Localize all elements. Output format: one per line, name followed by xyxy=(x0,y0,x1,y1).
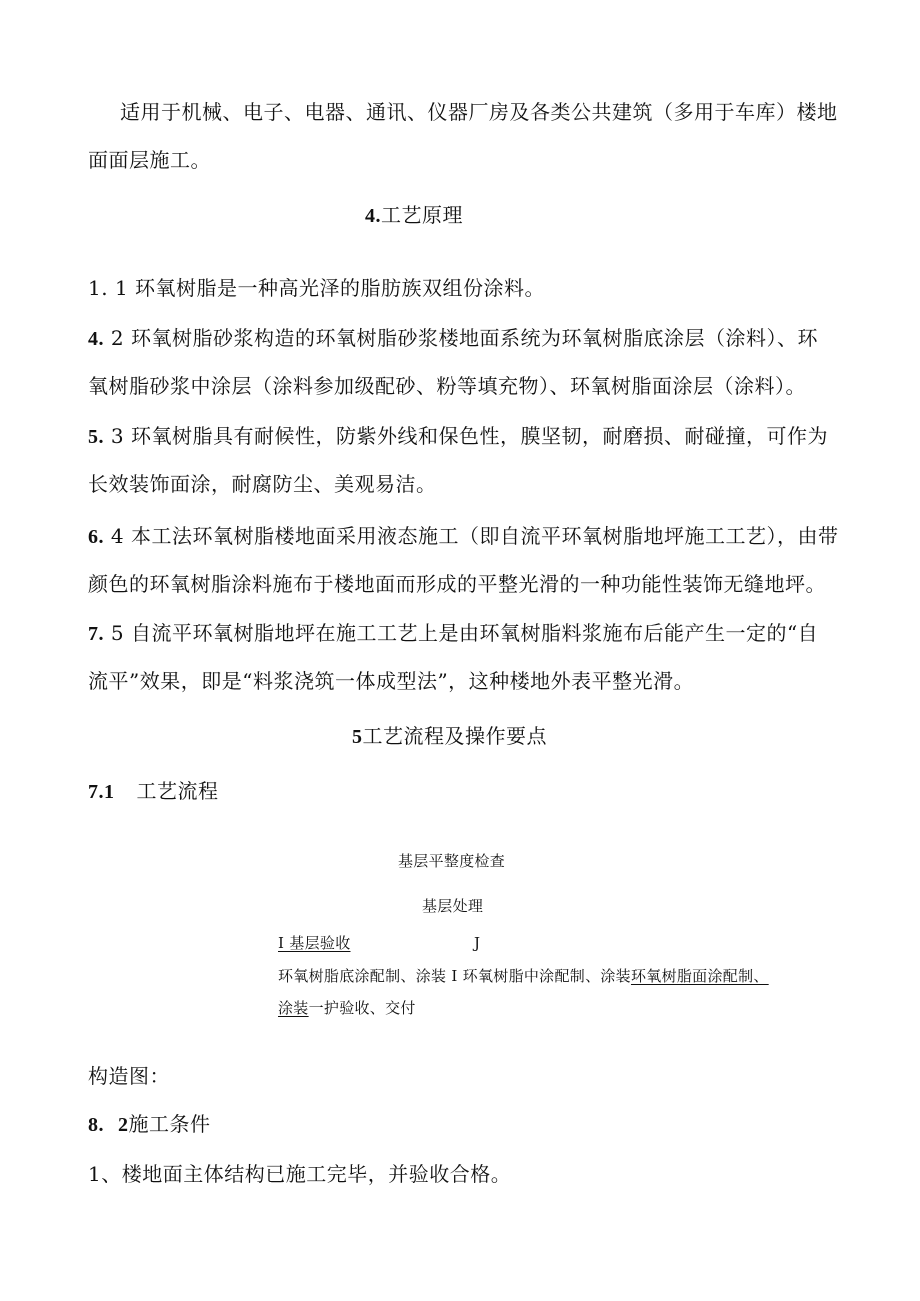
item-7-5-cont: 流平”效果，即是“料浆浇筑一体成型法”，这种楼地外表平整光滑。 xyxy=(88,669,695,693)
item-text: 2 环氧树脂砂浆构造的环氧树脂砂浆楼地面系统为环氧树脂底涂层（涂料）、环 xyxy=(104,326,818,350)
intro-line-2: 面面层施工。 xyxy=(88,148,211,172)
intro-line-1: 适用于机械、电子、电器、通讯、仪器厂房及各类公共建筑（多用于车库）楼地 xyxy=(120,100,838,124)
item-text: 3 环氧树脂具有耐候性，防紫外线和保色性，膜坚韧，耐磨损、耐碰撞，可作为 xyxy=(104,424,828,448)
flow-step-1: 基层平整度检查 xyxy=(398,852,506,870)
section-5-title: 工艺流程及操作要点 xyxy=(362,724,547,748)
item-number: 5. xyxy=(88,426,104,448)
section-4-number: 4. xyxy=(365,205,381,227)
item-text: 5 自流平环氧树脂地坪在施工工艺上是由环氧树脂料浆施布后能产生一定的“自 xyxy=(104,621,819,645)
item-6-4 xyxy=(88,524,838,549)
subsection-number: 8. xyxy=(88,1114,104,1136)
subsection-title: 施工条件 xyxy=(128,1112,211,1136)
item-number: 4. xyxy=(88,328,104,350)
subsection-7-1-heading xyxy=(88,779,219,804)
subsection-number-b: 2 xyxy=(118,1114,129,1136)
subsection-8-2-heading xyxy=(88,1112,211,1137)
item-4-2 xyxy=(88,326,818,351)
flow-arrow: J xyxy=(474,934,481,952)
section-5-number: 5 xyxy=(352,726,363,748)
subsection-number: 7.1 xyxy=(88,781,115,803)
item-text: 4 本工法环氧树脂楼地面采用液态施工（即自流平环氧树脂地坪施工工艺），由带 xyxy=(104,524,839,548)
section-4-heading xyxy=(365,203,463,228)
item-5-3-cont: 长效装饰面涂，耐腐防尘、美观易洁。 xyxy=(88,472,437,496)
condition-1: 1、楼地面主体结构已施工完毕，并验收合格。 xyxy=(88,1162,512,1186)
item-6-4-cont: 颜色的环氧树脂涂料施布于楼地面而形成的平整光滑的一种功能性装饰无缝地坪。 xyxy=(88,572,826,596)
item-text: 1 环氧树脂是一种高光泽的脂肪族双组份涂料。 xyxy=(108,276,546,300)
item-7-5 xyxy=(88,621,818,646)
flow-step-5a: 涂装 xyxy=(278,999,309,1017)
item-4-2-cont: 氧树脂砂浆中涂层（涂料参加级配砂、粉等填充物）、环氧树脂面涂层（涂料）。 xyxy=(88,374,806,398)
item-1-1 xyxy=(88,276,545,300)
subsection-title: 工艺流程 xyxy=(136,779,219,803)
structure-diagram-label: 构造图： xyxy=(88,1064,170,1088)
item-number: 6. xyxy=(88,526,104,548)
section-4-title: 工艺原理 xyxy=(381,203,463,227)
section-5-heading xyxy=(352,724,547,749)
item-5-3 xyxy=(88,424,828,449)
flow-step-5b: 一护验收、交付 xyxy=(308,999,416,1017)
flow-step-4 xyxy=(278,966,769,986)
item-number: 7. xyxy=(88,623,104,645)
flow-step-3: I 基层验收 xyxy=(278,934,351,952)
flow-step-4a: 环氧树脂底涂配制、涂装 I 环氧树脂中涂配制、涂装 xyxy=(278,967,631,985)
item-number: 1. xyxy=(88,276,109,300)
flow-step-5 xyxy=(278,998,416,1018)
flow-step-2: 基层处理 xyxy=(422,897,484,915)
flow-step-4b: 环氧树脂面涂配制、 xyxy=(630,967,769,985)
